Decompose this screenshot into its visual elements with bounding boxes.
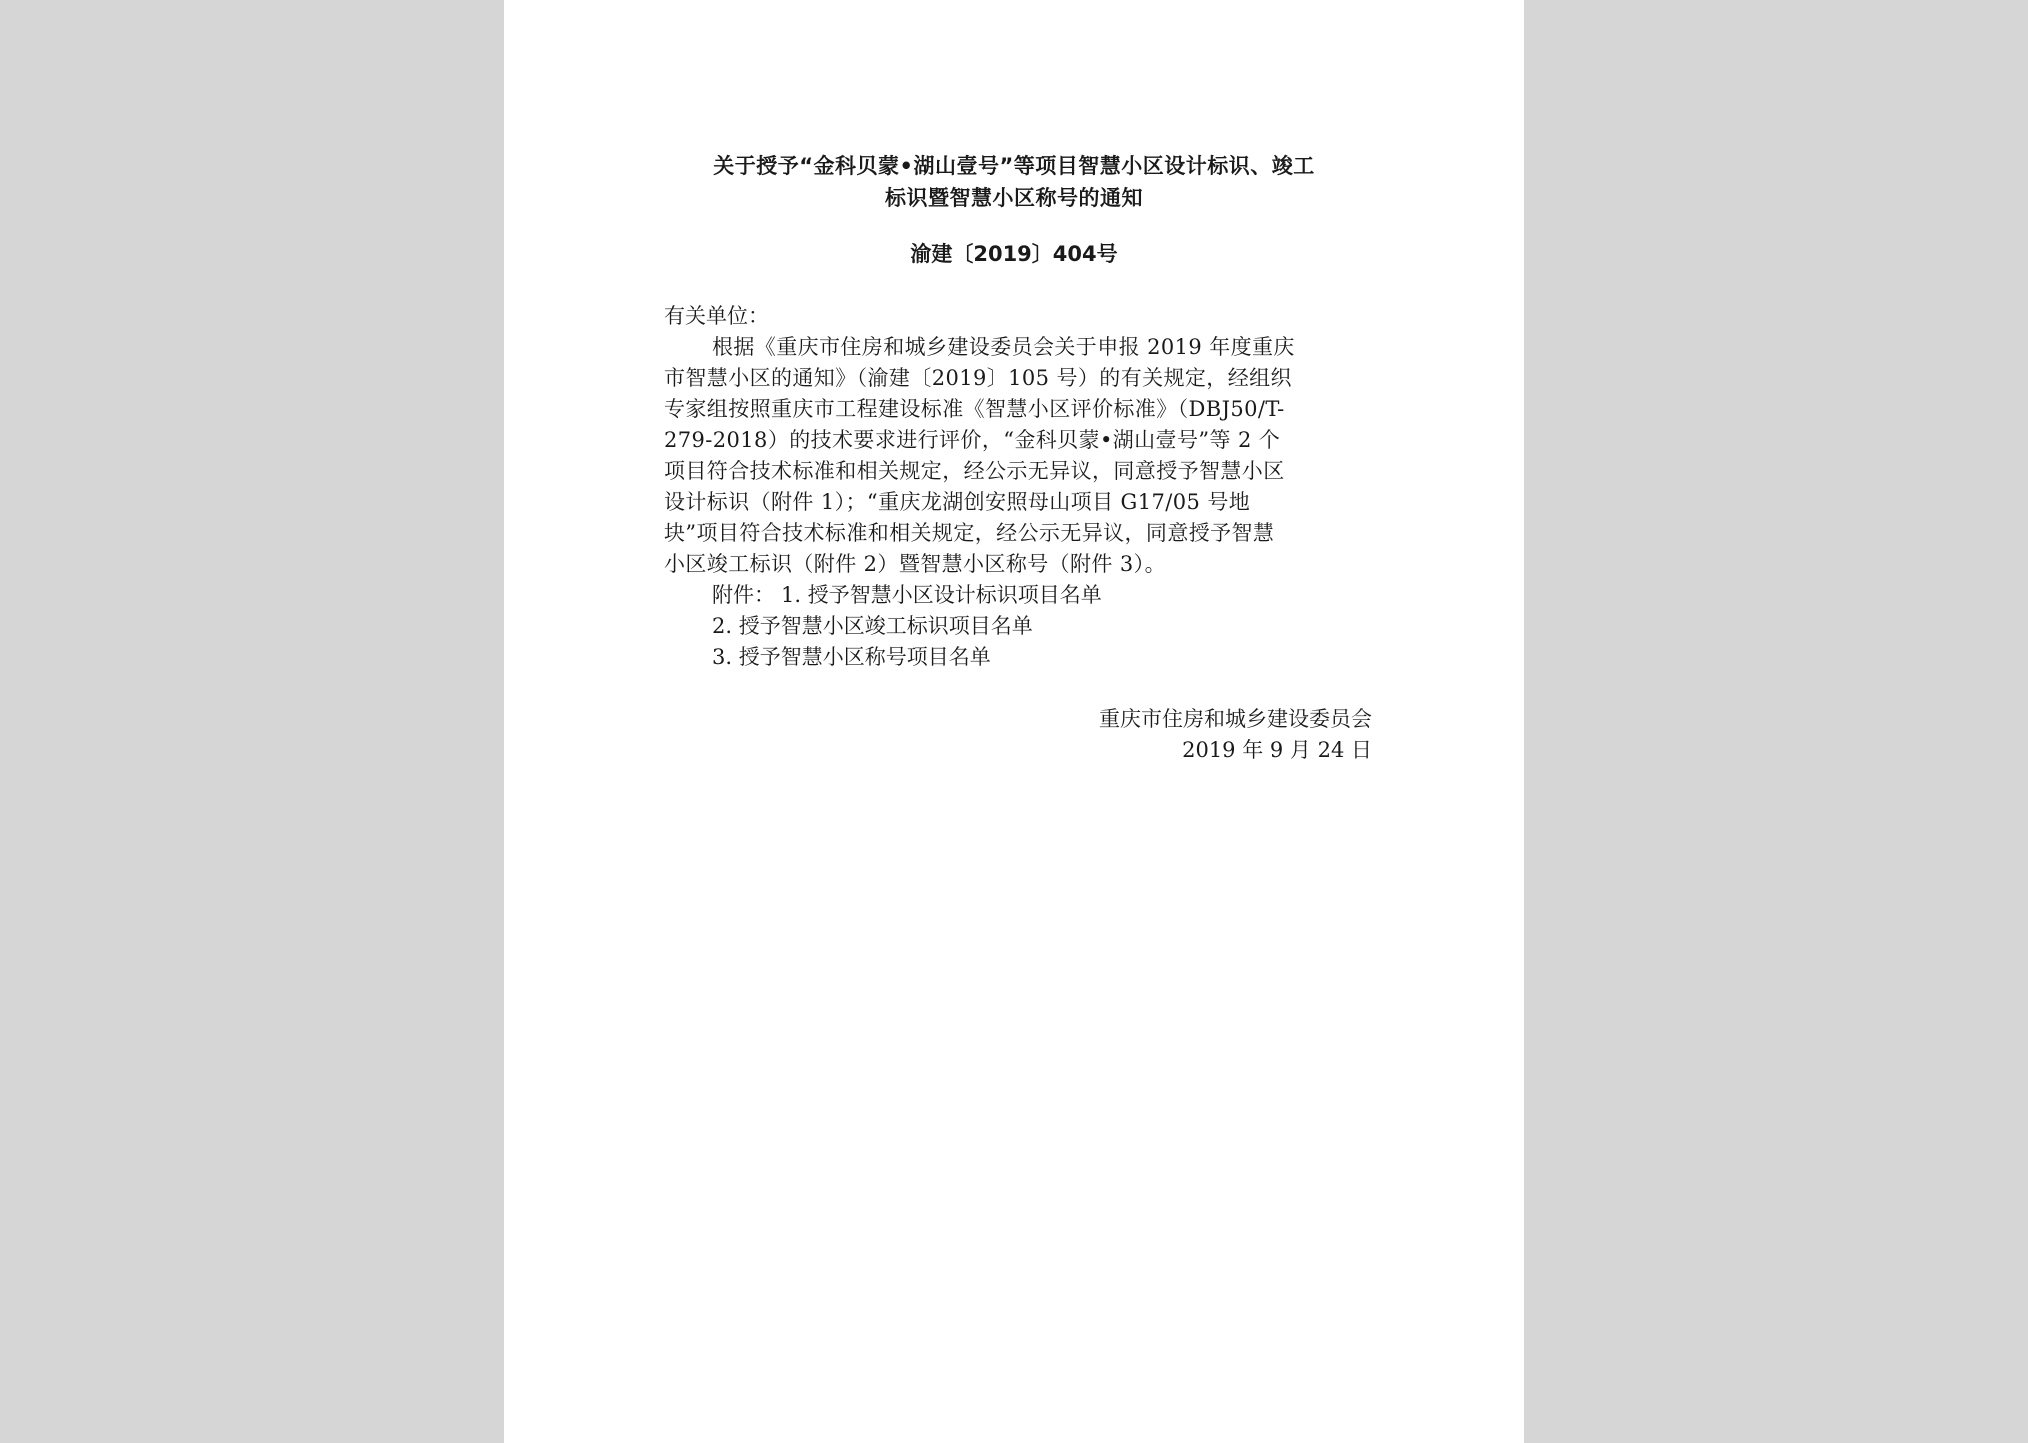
salutation: 有关单位： (664, 304, 769, 328)
attachments-label: 附件： (712, 583, 775, 607)
attachment-item-1: 1. 授予智慧小区设计标识项目名单 (781, 583, 1102, 607)
body-line-2: 市智慧小区的通知》（渝建〔2019〕105 号）的有关规定，经组织 (664, 366, 1292, 390)
body-line-4: 279-2018）的技术要求进行评价，“金科贝蒙•湖山壹号”等 2 个 (664, 428, 1281, 452)
attachment-item-2: 2. 授予智慧小区竣工标识项目名单 (712, 614, 1033, 638)
document-title-line-1: 关于授予“金科贝蒙•湖山壹号”等项目智慧小区设计标识、竣工 (713, 154, 1315, 178)
body-line-5: 项目符合技术标准和相关规定，经公示无异议，同意授予智慧小区 (664, 459, 1285, 483)
document-page (504, 0, 1524, 1443)
body-line-3: 专家组按照重庆市工程建设标准《智慧小区评价标准》（DBJ50/T- (664, 397, 1285, 421)
body-line-7: 块”项目符合技术标准和相关规定，经公示无异议，同意授予智慧 (664, 521, 1275, 545)
body-line-1: 根据《重庆市住房和城乡建设委员会关于申报 2019 年度重庆 (712, 335, 1295, 359)
document-title-line-2: 标识暨智慧小区称号的通知 (885, 186, 1143, 210)
body-line-6: 设计标识（附件 1）；“重庆龙湖创安照母山项目 G17/05 号地 (664, 490, 1251, 514)
issuer-signature: 重庆市住房和城乡建设委员会 (1099, 707, 1372, 731)
document-number: 渝建〔2019〕404号 (910, 242, 1118, 266)
attachment-item-3: 3. 授予智慧小区称号项目名单 (712, 645, 991, 669)
issue-date: 2019 年 9 月 24 日 (1182, 738, 1372, 762)
body-line-8: 小区竣工标识（附件 2）暨智慧小区称号（附件 3）。 (664, 552, 1166, 576)
